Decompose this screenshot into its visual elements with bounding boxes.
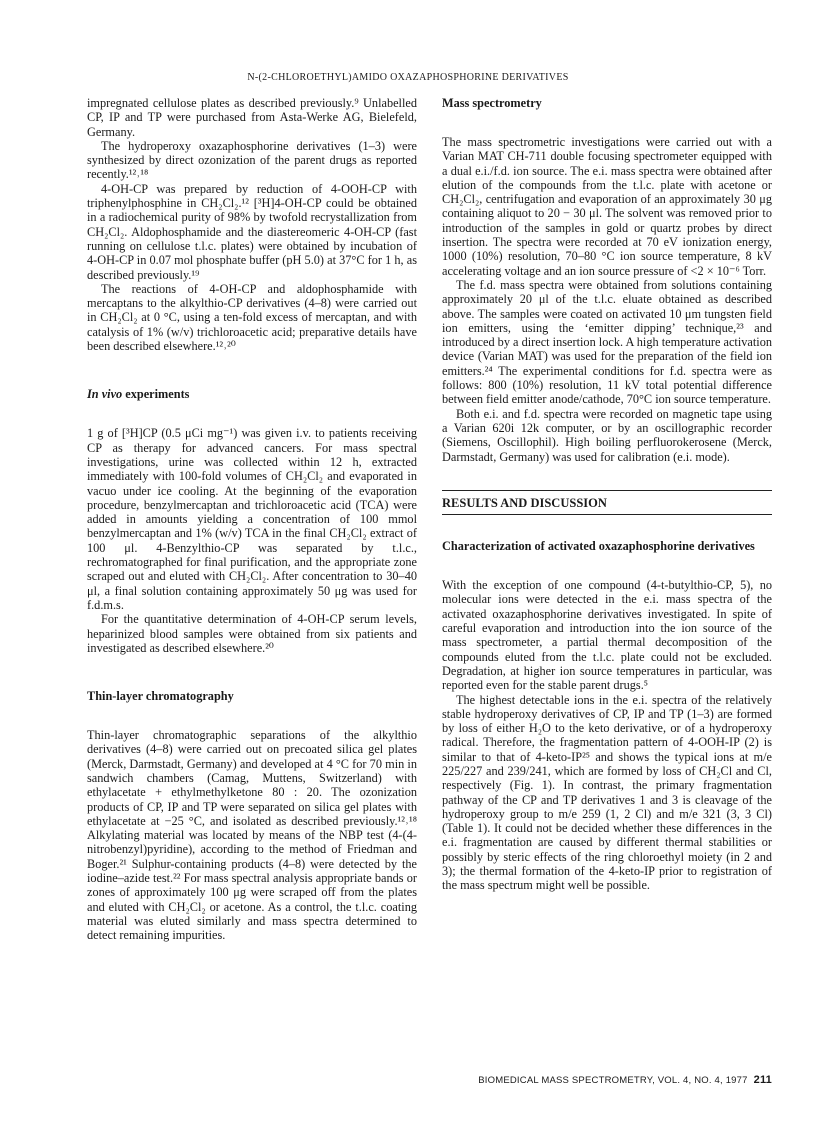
- left-column: [87, 96, 417, 943]
- heading-italic: In vivo: [87, 387, 123, 402]
- section-title: RESULTS AND DISCUSSION: [442, 495, 607, 510]
- heading-tlc: Thin-layer chromatography: [87, 689, 234, 704]
- paragraph: The f.d. mass spectra were obtained from solutions containing approximately 20 μl of the t.l.c. eluate obtained as described above. The samples were coated on activated 10 μm tungsten field ion emitters, using the ‘emitter dipping’ technique,²³ and introduced by a direct insertion lock. A high temperature activation device (Varian MAT) was used for the preparation of the field ion emitters.²⁴ The experimental conditions for f.d. spectra were as follows: 800 (10%) resolution, 11 kV total potential difference between field emitter anode/cathode, 70°C ion source temperature.: [442, 277, 772, 407]
- page-number: 211: [753, 1074, 772, 1086]
- paragraph: The highest detectable ions in the e.i. spectra of the relatively stable hydroperoxy derivatives of CP, IP and TP (1–3) are formed by loss of either H₂O to the keto derivative, or of a hydroperoxy radical. Therefore, the fragmentation pattern of 4-OOH-IP (2) is similar to that of 4-keto-IP²⁵ and shows the typical ions at m/e 225/227 and 239/241, which are formed by loss of CH₂Cl and Cl, respectively (Fig. 1). In contrast, the primary fragmentation pathway of the CP and TP derivatives 1 and 3 is cleavage of the hydroperoxy group to m/e 259 (1, 2 Cl) and m/e 321 (3, 3 Cl) (Table 1). It could not be decided whether these differences in the e.i. fragmentation are caused by different thermal stabilities or possibly by steric effects of the ring chloroethyl moiety (in 2 and 3); the thermal formation of the 4-keto-IP prior to registration of the mass spectrum might well be possible.: [442, 692, 772, 893]
- paragraph: The hydroperoxy oxazaphosphorine derivatives (1–3) were synthesized by direct ozonization of the parent drugs as reported recently.¹²˒¹⁸: [87, 138, 417, 182]
- paragraph: With the exception of one compound (4-t-butylthio-CP, 5), no molecular ions were detected in the e.i. mass spectra of the activated oxazaphosphorine derivatives investigated. In spite of careful evaporation and introduction into the ion source of the mass spectrometer, a partial thermal decomposition of the compounds eluted from the t.l.c. plate could not be excluded. Degradation, at higher ion source temperatures in particular, was reported even for the stable parent drugs.⁵: [442, 578, 772, 693]
- paragraph: Both e.i. and f.d. spectra were recorded on magnetic tape using a Varian 620i 12k computer, or by an oscillographic recorder (Siemens, Oscillophil). High boiling perfluorokerosene (Merck, Darmstadt, Germany) was used for calibration (e.i. mode).: [442, 406, 772, 464]
- paragraph: 1 g of [³H]CP (0.5 μCi mg⁻¹) was given i.v. to patients receiving CP as therapy for advanced cancers. For mass spectral investigations, urine was collected within 12 h, extracted immediately with 100-fold volumes of CH₂Cl₂ and evaporated in vacuo under ice cooling. At the beginning of the evaporation procedure, benzylmercaptan and trichloroacetic acid (TCA) were added in amounts yielding a concentration of 100 mmol benzylmercaptan and 1% (w/v) TCA in the final CH₂Cl₂ extract of 100 μl. 4-Benzylthio-CP was separated by t.l.c., rechromatographed for final purification, and the appropriate zone scraped out and eluted with CH₂Cl₂. After concentration to 30–40 μl, a final solution containing approximately 50 μg was used for f.d.m.s.: [87, 426, 417, 612]
- paragraph: Thin-layer chromatographic separations of the alkylthio derivatives (4–8) were carried out on precoated silica gel plates (Merck, Darmstadt, Germany) and developed at 4 °C for 70 min in sandwich chambers (Camag, Muttens, Switzerland) with ethylacetate + ethylmethylketone 80 : 20. The ozonization products of CP, IP and TP were separated on silica gel plates with ethylacetate at −25 °C, and isolated as described previously.¹²˒¹⁸ Alkylating material was located by means of the NBP test (4-(4-nitrobenzyl)pyridine), according to the method of Friedman and Boger.²¹ Sulphur-containing products (4–8) were detected by the iodine–azide test.²² For mass spectral analysis appropriate bands or zones of approximately 100 μg were scraped off from the plates and eluted with CH₂Cl₂ or acetone. As a control, the t.l.c. coating material was eluted similarly and mass spectra determined to detect remaining impurities.: [87, 728, 417, 943]
- paragraph: 4-OH-CP was prepared by reduction of 4-OOH-CP with triphenylphosphine in CH₂Cl₂.¹² [³H]4-OH-CP could be obtained in a radiochemical purity of 98% by twofold recrystallization from CH₂Cl₂. Aldophosphamide and the diastereomeric 4-OH-CP (fast running on cellulose t.l.c. plates) were obtained by incubation of 4-OH-CP in 0.07 mol phosphate buffer (pH 5.0) at 37°C for 1 h, as described previously.¹⁹: [87, 181, 417, 282]
- heading-mass-spectrometry: Mass spectrometry: [442, 96, 542, 110]
- heading-in-vivo: [87, 387, 417, 402]
- paragraph: The reactions of 4-OH-CP and aldophosphamide with mercaptans to the alkylthio-CP derivatives (4–8) were carried out in CH₂Cl₂ at 0 °C, using a ten-fold excess of mercaptan, and with catalysis of 1% (w/v) trichloroacetic acid; preparative details have been described elsewhere.¹²˒²⁰: [87, 281, 417, 354]
- section-header: [442, 490, 772, 515]
- paragraph: impregnated cellulose plates as described previously.⁹ Unlabelled CP, IP and TP were purchased from Asta-Werke AG, Bielefeld, Germany.: [87, 96, 417, 139]
- running-head: N-(2-CHLOROETHYL)AMIDO OXAZAPHOSPHORINE DERIVATIVES: [247, 72, 569, 83]
- paragraph: For the quantitative determination of 4-OH-CP serum levels, heparinized blood samples were obtained from six patients and investigated as described elsewhere.²⁰: [87, 612, 417, 655]
- paragraph: The mass spectrometric investigations were carried out with a Varian MAT CH-711 double focusing spectrometer equipped with a dual e.i./f.d. ion source. The e.i. mass spectra were obtained after elution of the compounds from the t.l.c. plate with acetone or CH₂Cl₂, centrifugation and evaporation of an approximately 30 μg containing aliquot to 20 − 30 μl. The solvent was removed prior to introduction of the samples in gold or quartz probes by direct insertion. The spectra were recorded at 70 eV ionization energy, 1000 (10%) resolution, 70–80 °C ion source temperature, 8 kV accelerating voltage and an ion source pressure of <2 × 10⁻⁶ Torr.: [442, 135, 772, 278]
- page-footer: [442, 1074, 772, 1086]
- heading-characterization: Characterization of activated oxazaphosphorine derivatives: [442, 539, 755, 554]
- right-column: [442, 96, 772, 893]
- heading-text: experiments: [122, 387, 190, 402]
- journal-citation: BIOMEDICAL MASS SPECTROMETRY, VOL. 4, NO. 4, 1977: [478, 1075, 748, 1086]
